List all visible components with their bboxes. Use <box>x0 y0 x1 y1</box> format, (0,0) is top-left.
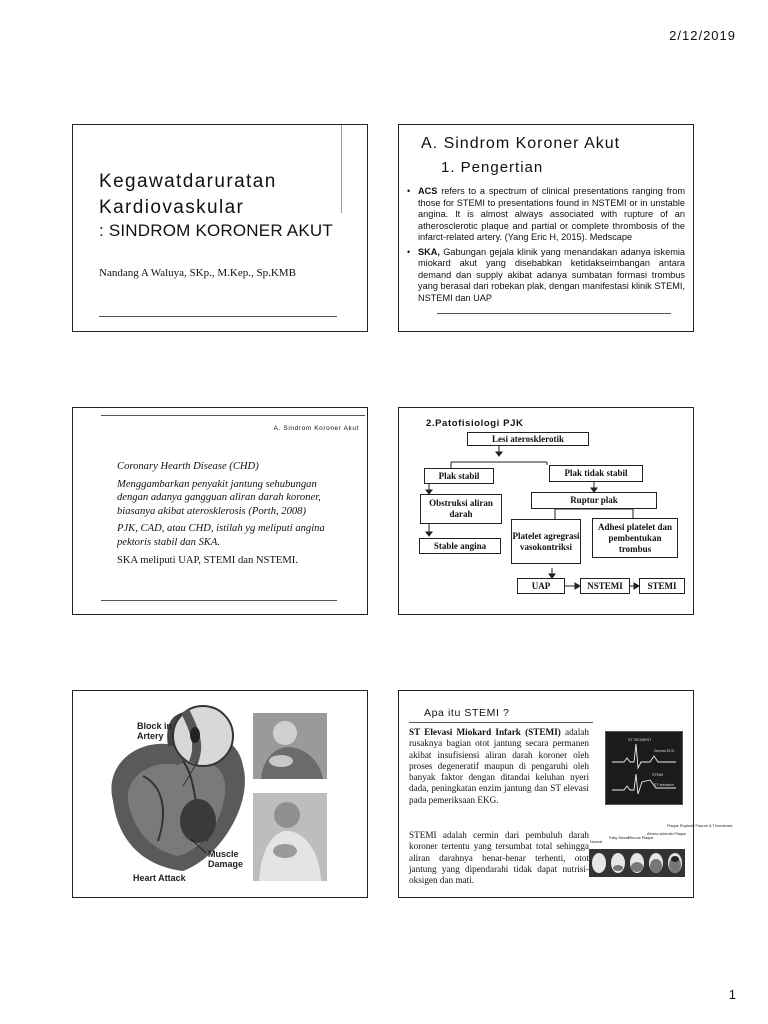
muscle-label-2: Damage <box>208 859 244 869</box>
slide-chd <box>72 407 368 615</box>
term-acs: ACS <box>418 186 438 196</box>
ecg-label-stemi: STEMI <box>652 773 663 777</box>
author-name: Nandang A Waluya, SKp., M.Kep., Sp.KMB <box>99 267 296 279</box>
slide-rule <box>437 313 671 314</box>
ecg-chart <box>606 732 682 804</box>
ska-scope: SKA meliputi UAP, STEMI dan NSTEMI. <box>117 554 298 566</box>
box-stemi: STEMI <box>639 578 685 594</box>
ecg-label-segment: ST SEGMENT <box>628 738 652 742</box>
box-uap: UAP <box>517 578 565 594</box>
heart-attack-caption: Heart Attack <box>133 873 186 883</box>
box-plak-tidak-stabil: Plak tidak stabil <box>549 465 643 482</box>
muscle-label-1: Muscle <box>208 849 239 859</box>
block-label-1: Block in <box>137 721 173 731</box>
plaque-label-fibrous: Fibrous Plaque <box>628 836 654 840</box>
man-chest-pain-photo-1 <box>253 713 327 779</box>
title-line-1: Kegawatdaruratan <box>99 171 277 192</box>
slide-rule <box>101 600 337 601</box>
slide-subheading: 1. Pengertian <box>441 159 544 176</box>
chd-description: Menggambarkan penyakit jantung sehubungan dengan adanya gangguan aliran darah koroner, biasanya akibat aterosklerosis (Porth, 2008) <box>117 478 321 517</box>
diagram-title: 2.Patofisiologi PJK <box>426 418 524 429</box>
plaque-progression-image <box>589 821 733 881</box>
box-plak-stabil: Plak stabil <box>424 468 494 484</box>
plaque-label-rupture: Plaque Rupture/ Fissure & Thrombosis <box>667 824 733 828</box>
slide-title <box>72 124 368 332</box>
box-platelet: Platelet agregrasi vasokontriksi <box>511 519 581 564</box>
ecg-label-normal: Normal ECG <box>654 749 675 753</box>
stemi-explanation: STEMI adalah cermin dari pembuluh darah koroner tertentu yang tersumbat total sehingga aliran darahnya benar-benar terhenti, otot jantung yang dipendarahi tidak dapat nutrisi-oksigen dan mati. <box>409 830 589 886</box>
plaque-progression-chart <box>589 821 733 881</box>
slide-header: A. Sindrom Koroner Akut <box>273 425 359 432</box>
box-adhesi: Adhesi platelet dan pembentukan trombus <box>592 518 678 558</box>
list-item-ska <box>407 247 685 305</box>
plaque-label-normal: Normal <box>590 840 603 844</box>
title-rule <box>409 722 593 723</box>
ska-definition: Gabungan gejala klinik yang menandakan adanya iskemia miokard akut yang disebabkan ketidakseimbangan antara demand dan supply akibat adanya sumbatan formasi trombus yang berasal dari robekan plak, dengan manifestasi klinik STEMI, NSTEMI dan UAP <box>418 246 685 303</box>
slide-subtitle: : SINDROM KORONER AKUT <box>99 221 333 240</box>
chd-term: Coronary Hearth Disease (CHD) <box>117 461 259 472</box>
title-line-2: Kardiovaskular <box>99 197 245 218</box>
slide-stemi <box>398 690 733 898</box>
slide-heading: Apa itu STEMI ? <box>424 707 510 719</box>
box-stable-angina: Stable angina <box>419 538 501 554</box>
slide-title-heading <box>99 169 277 221</box>
definition-list <box>407 186 685 307</box>
slide-heading: A. Sindrom Koroner Akut <box>421 135 621 152</box>
slide-divider <box>341 125 342 213</box>
stemi-definition-text: adalah rusaknya bagian otot jantung secara permanen akibat insufisiensi aliran darah koroner oleh proses degeneratif maupun di pengaruhi oleh banyak faktor dengan ditandai keluhan nyeri dada, peningkatan enzim jantung dan ST elevasi pada pemeriksaan EKG. <box>409 727 589 805</box>
man-chest-pain-photo-2 <box>253 793 327 881</box>
box-nstemi: NSTEMI <box>580 578 630 594</box>
acs-definition: refers to a spectrum of clinical presentations ranging from those for STEMI to presentations found in NSTEMI or in unstable angina. It is almost always associated with rupture of an atherosclerotic plaque and partial or complete thrombosis of the infarct-related artery. (Yang Eric H, 2015). Medscape <box>418 186 685 242</box>
list-item-acs <box>407 186 685 244</box>
box-lesi: Lesi aterosklerotik <box>467 432 589 446</box>
plaque-label-fatty: Fatty Streak <box>609 836 630 840</box>
slide-heart-attack <box>72 690 368 898</box>
slide-body <box>117 460 349 571</box>
block-label-2: Artery <box>137 731 164 741</box>
slide-definition <box>398 124 694 332</box>
ecg-label-elevation: ST elevation <box>654 783 674 787</box>
page-number: 1 <box>728 987 736 1002</box>
pjk-description: PJK, CAD, atau CHD, istilah yg meliputi angina pektoris stabil dan SKA. <box>117 523 325 548</box>
term-ska: SKA, <box>418 246 440 257</box>
box-ruptur: Ruptur plak <box>531 492 657 509</box>
slide-patofisiologi <box>398 407 694 615</box>
box-obstruksi: Obstruksi aliran darah <box>420 494 502 524</box>
page-date: 2/12/2019 <box>669 28 736 43</box>
slide-top-rule <box>101 415 365 416</box>
ecg-image <box>605 731 683 805</box>
plaque-label-athero: Athero-sclerotic Plaque <box>647 832 687 836</box>
stemi-definition <box>409 727 589 806</box>
stemi-term: ST Elevasi Miokard Infark (STEMI) <box>409 727 561 737</box>
heart-attack-illustration <box>73 691 369 899</box>
slide-rule <box>99 316 337 317</box>
